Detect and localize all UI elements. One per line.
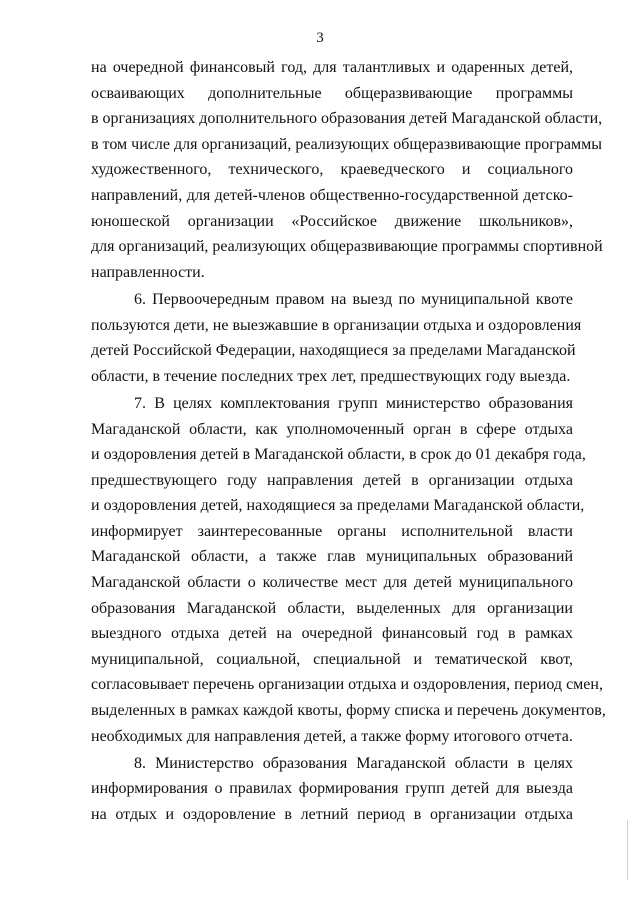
text-line: области, в течение последних трех лет, предшествующих году выезда. <box>91 367 571 385</box>
text-line: 8. Министерство образования Магаданской области в целях <box>134 754 573 772</box>
paragraph-p-continuation <box>91 55 603 285</box>
text-line: необходимых для направления детей, а также форму итогового отчета. <box>91 727 573 745</box>
text-line: художественного, технического, краеведческого и социального <box>91 161 573 179</box>
document-body <box>91 55 606 828</box>
text-line: 6. Первоочередным правом на выезд по муниципальной квоте <box>134 290 573 308</box>
text-line: в том числе для организаций, реализующих общеразвивающие программы <box>91 135 602 153</box>
text-line: 7. В целях комплектования групп министерство образования <box>134 394 573 412</box>
text-line: юношеской организации «Российское движение школьников», <box>91 212 573 230</box>
text-line: согласовывает перечень организации отдыха и оздоровления, период смен, <box>91 676 603 694</box>
text-line: выделенных в рамках каждой квоты, форму списка и перечень документов, <box>91 702 606 720</box>
text-line: Магаданской области, как уполномоченный орган в сфере отдыха <box>91 420 573 438</box>
scan-margin-mark <box>627 820 628 880</box>
paragraph-p8 <box>91 751 573 828</box>
text-line: для организаций, реализующих общеразвивающие программы спортивной <box>91 238 603 256</box>
text-line: Магаданской области о количестве мест для детей муниципального <box>91 574 573 592</box>
text-line: детей Российской Федерации, находящиеся за пределами Магаданской <box>91 342 576 360</box>
page-number: 3 <box>316 30 324 46</box>
text-line: выездного отдыха детей на очередной финансовый год в рамках <box>91 625 573 643</box>
text-line: на очередной финансовый год, для талантливых и одаренных детей, <box>91 59 573 76</box>
text-line: в организациях дополнительного образования детей Магаданской области, <box>91 110 603 128</box>
text-line: и оздоровления детей, находящиеся за пределами Магаданской области, <box>91 497 585 515</box>
text-line: направленности. <box>91 263 205 281</box>
text-line: муниципальной, социальной, специальной и тематической квот, <box>91 650 573 668</box>
text-line: Магаданской области, а также глав муниципальных образований <box>91 548 573 566</box>
text-line: информирования о правилах формирования групп детей для выезда <box>91 780 573 798</box>
paragraph-p7 <box>91 391 606 749</box>
text-line: предшествующего году направления детей в организации отдыха <box>91 471 573 489</box>
text-line: образования Магаданской области, выделенных для организации <box>91 599 573 617</box>
text-line: информирует заинтересованные органы исполнительной власти <box>91 522 573 540</box>
text-line: направлений, для детей-членов общественно-государственной детско- <box>91 186 573 204</box>
text-line: и оздоровления детей в Магаданской области, в срок до 01 декабря года, <box>91 446 586 464</box>
text-line: пользуются дети, не выезжавшие в организации отдыха и оздоровления <box>91 316 582 334</box>
text-line: осваивающих дополнительные общеразвивающие программы <box>91 84 573 102</box>
paragraph-p6 <box>91 287 582 389</box>
text-line: на отдых и оздоровление в летний период в организации отдыха <box>91 806 573 823</box>
